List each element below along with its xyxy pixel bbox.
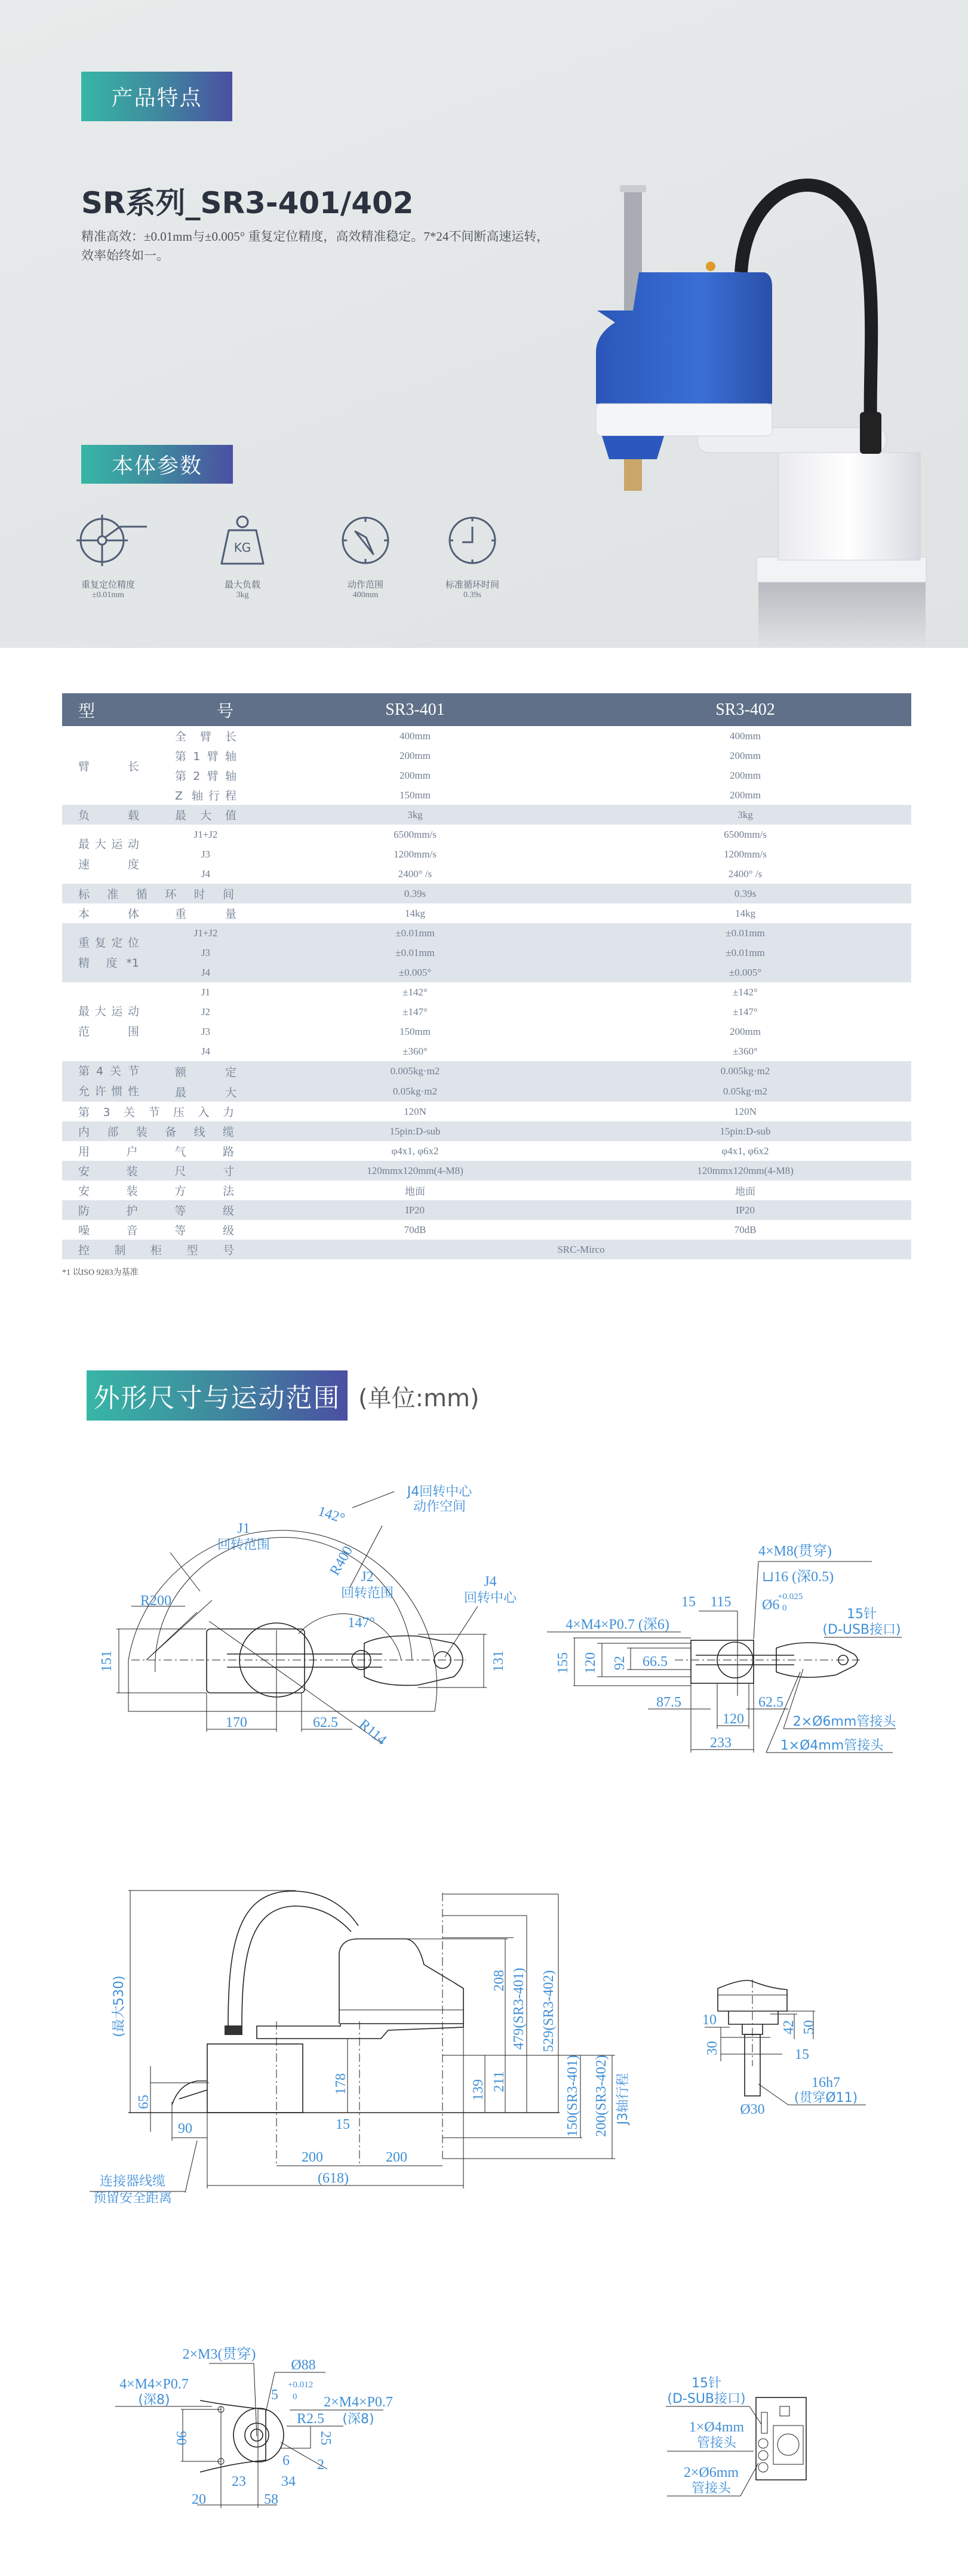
svg-text:62.5: 62.5 [758, 1695, 783, 1710]
sub-label: 最 大 [175, 1086, 236, 1099]
table-row [62, 1041, 911, 1061]
svg-text:2: 2 [317, 2457, 324, 2473]
group-label: 精 度 *1 [78, 956, 139, 970]
svg-text:4×M4×P0.7 (深6): 4×M4×P0.7 (深6) [566, 1617, 669, 1633]
row-label: 用户气路 [78, 1145, 234, 1158]
cell-sr3-401: ±0.01mm [251, 923, 579, 943]
svg-text:管接头: 管接头 [696, 2436, 737, 2451]
table-row [62, 1102, 911, 1121]
cell-sr3-402: 0.005kg·m2 [579, 1061, 911, 1081]
product-description: 精准高效：±0.01mm与±0.005° 重复定位精度，高效精准稳定。7*24不间断高速运转，效率始终如一。 [81, 229, 549, 263]
table-header-row [62, 693, 911, 726]
svg-text:15针: 15针 [847, 1607, 877, 1622]
cell-sr3-401: IP20 [251, 1200, 579, 1220]
svg-text:预留安全距离: 预留安全距离 [93, 2191, 173, 2206]
feature-value: ±0.01mm [92, 591, 124, 600]
svg-text:Ø30: Ø30 [740, 2102, 765, 2117]
table-row [62, 963, 911, 982]
unit-label: (单位:mm) [358, 1385, 480, 1412]
svg-text:15: 15 [681, 1594, 696, 1610]
svg-text:(最大530): (最大530) [112, 1975, 127, 2037]
feature-label: 标准循环时间 [445, 579, 499, 590]
group-label: 允许惯性 [78, 1085, 139, 1098]
svg-text:+0.012: +0.012 [288, 2380, 314, 2390]
cell-sr3-401: 2400° /s [398, 868, 432, 880]
row-label: 内部装备线缆 [78, 1126, 234, 1139]
table-row [62, 1121, 911, 1141]
feature-value: 3kg [236, 591, 249, 600]
cell-sr3-402: 200mm [730, 789, 761, 801]
cell-sr3-402: 14kg [735, 907, 755, 919]
cell-sr3-401: ±0.01mm [251, 943, 579, 963]
sub-label: 第1臂轴 [175, 750, 236, 763]
cell-sr3-401: ±0.005° [251, 963, 579, 982]
row-label: 防护等级 [78, 1204, 234, 1218]
cell-sr3-402: IP20 [579, 1200, 911, 1220]
table-row [62, 1141, 911, 1161]
svg-text:0: 0 [782, 1603, 787, 1613]
svg-text:15针: 15针 [692, 2376, 721, 2391]
cell-sr3-402: 70dB [734, 1224, 757, 1235]
svg-text:479(SR3-401): 479(SR3-401) [511, 1968, 527, 2050]
row-label: 噪音等级 [78, 1224, 234, 1237]
svg-text:R2.5: R2.5 [296, 2411, 325, 2427]
svg-text:208: 208 [491, 1970, 507, 1991]
cell-sr3-402: ±0.01mm [579, 923, 911, 943]
cell-sr3-402: 0.39s [579, 884, 911, 903]
table-row [62, 825, 911, 844]
svg-text:2×Ø6mm: 2×Ø6mm [683, 2465, 739, 2480]
cell-sr3-402: 6500mm/s [724, 828, 767, 840]
dimensions-badge: 外形尺寸与运动范围 [87, 1370, 348, 1421]
svg-text:147°: 147° [348, 1615, 375, 1631]
row-label: 安装尺寸 [78, 1165, 234, 1178]
dimension-drawings [0, 1421, 968, 2576]
header-sr3-402: SR3-402 [579, 693, 911, 726]
svg-text:90: 90 [173, 2431, 189, 2445]
svg-text:4×M8(贯穿): 4×M8(贯穿) [758, 1544, 832, 1559]
table-row [62, 785, 911, 805]
table-row [62, 1240, 911, 1259]
svg-text:⊔16 (深0.5): ⊔16 (深0.5) [762, 1569, 834, 1585]
feature-value: 0.39s [463, 591, 481, 600]
svg-text:200(SR3-402): 200(SR3-402) [594, 2055, 609, 2137]
cell-sr3-402: ±360° [733, 1045, 758, 1057]
svg-text:2×M3(贯穿): 2×M3(贯穿) [182, 2347, 256, 2362]
svg-text:120: 120 [723, 1711, 744, 1727]
cell-sr3-401: 0.005kg·m2 [251, 1061, 579, 1081]
svg-text:(D-USB接口): (D-USB接口) [822, 1622, 901, 1637]
table-row [62, 726, 911, 746]
svg-text:151: 151 [99, 1650, 115, 1672]
sub-label: J4 [201, 966, 211, 978]
cell-sr3-401: 150mm [400, 789, 431, 801]
cell-sr3-402: ±142° [733, 986, 758, 998]
svg-text:J1: J1 [237, 1521, 250, 1536]
sub-label: 重 量 [175, 908, 236, 921]
svg-text:回转范围: 回转范围 [340, 1586, 394, 1601]
table-row [62, 982, 911, 1002]
table-row [62, 923, 911, 943]
svg-text:25: 25 [318, 2431, 333, 2445]
cell-sr3-402: 3kg [579, 805, 911, 825]
svg-text:J2: J2 [361, 1569, 374, 1585]
sub-label: J3 [201, 848, 211, 860]
svg-text:1×Ø4mm: 1×Ø4mm [689, 2420, 745, 2435]
top-view-drawing [99, 1484, 517, 1748]
svg-text:5: 5 [271, 2387, 278, 2403]
svg-text:R400: R400 [327, 1543, 357, 1578]
svg-text:(深8): (深8) [342, 2412, 374, 2427]
svg-text:2×Ø6mm管接头: 2×Ø6mm管接头 [792, 1714, 896, 1729]
svg-text:139: 139 [471, 2079, 486, 2101]
svg-text:4×M4×P0.7: 4×M4×P0.7 [119, 2377, 189, 2392]
table-row [62, 903, 911, 923]
svg-text:62.5: 62.5 [313, 1715, 338, 1730]
table-row [62, 1181, 911, 1200]
svg-text:34: 34 [281, 2474, 296, 2489]
sub-label: J3 [201, 1025, 211, 1037]
table-row [62, 1002, 911, 1022]
table-row [62, 844, 911, 864]
row-label: 标准循环时间 [78, 888, 234, 901]
svg-text:529(SR3-402): 529(SR3-402) [541, 1970, 557, 2052]
side-view-drawing [90, 1890, 631, 2206]
svg-text:115: 115 [710, 1594, 732, 1610]
svg-text:155: 155 [555, 1652, 571, 1674]
sub-label: J4 [201, 868, 211, 880]
sub-label: J1+J2 [193, 828, 218, 840]
table-row [62, 864, 911, 884]
row-label: 第3关节压入力 [78, 1106, 234, 1119]
hero-section [0, 0, 968, 648]
svg-text:15: 15 [795, 2047, 809, 2062]
svg-text:+0.025: +0.025 [778, 1592, 803, 1601]
svg-text:动作空间: 动作空间 [413, 1499, 466, 1514]
cell-sr3-401: ±360° [402, 1045, 428, 1057]
sub-label: Z 轴行程 [175, 789, 236, 803]
group-label: 速 度 [78, 857, 139, 871]
cell-sr3-401: 70dB [404, 1224, 426, 1235]
svg-text:42: 42 [781, 2020, 797, 2034]
sub-label: 最大值 [175, 809, 236, 822]
sub-label: J1+J2 [193, 927, 218, 939]
svg-text:211: 211 [491, 2071, 507, 2092]
svg-text:50: 50 [801, 2020, 817, 2034]
connector-panel-drawing [666, 2376, 806, 2496]
params-badge: 本体参数 [81, 445, 233, 484]
svg-text:1×Ø4mm管接头: 1×Ø4mm管接头 [780, 1738, 884, 1753]
feature-label: 重复定位精度 [81, 579, 135, 590]
feature-label: 动作范围 [347, 579, 383, 590]
cell-sr3-402: 15pin:D-sub [579, 1121, 911, 1141]
cell-sr3-401: 120N [404, 1105, 426, 1117]
svg-text:66.5: 66.5 [643, 1654, 668, 1670]
cell-sr3-402: 120mmx120mm(4-M8) [579, 1161, 911, 1181]
svg-text:R114: R114 [356, 1716, 390, 1748]
svg-text:J3轴行程: J3轴行程 [616, 2073, 631, 2125]
svg-text:2×M4×P0.7: 2×M4×P0.7 [324, 2394, 393, 2410]
j4-end-view-drawing [115, 2346, 393, 2508]
svg-text:131: 131 [491, 1650, 506, 1672]
header-model-label: 型 号 [78, 700, 233, 721]
sub-label: J4 [201, 1045, 211, 1057]
feature-label: 最大负载 [224, 579, 260, 590]
table-row [62, 943, 911, 963]
product-title: SR系列_SR3-401/402 [81, 186, 414, 220]
group-label: 本 体 [78, 908, 139, 921]
cell-sr3-401: 400mm [400, 730, 431, 742]
cell-sr3-401: ±147° [402, 1006, 428, 1018]
scara-robot-image [0, 0, 968, 648]
sub-label: 第2臂轴 [175, 770, 236, 783]
table-row [62, 1081, 911, 1102]
svg-text:30: 30 [705, 2041, 720, 2055]
svg-text:200: 200 [302, 2150, 323, 2165]
svg-text:管接头: 管接头 [691, 2481, 732, 2496]
cell-sr3-402: 200mm [730, 749, 761, 761]
cell-sr3-401: 6500mm/s [394, 828, 437, 840]
cell-sr3-402: 200mm [730, 1025, 761, 1037]
sub-label: 全臂长 [175, 730, 236, 743]
cell-sr3-402: 400mm [730, 730, 761, 742]
table-row [62, 1220, 911, 1240]
svg-text:Ø6: Ø6 [762, 1597, 780, 1613]
cell-sr3-402: 地面 [735, 1186, 755, 1197]
header-sr3-401: SR3-401 [251, 693, 579, 726]
group-label: 臂 长 [78, 760, 139, 773]
cell-sr3-401: 3kg [251, 805, 579, 825]
sub-label: J3 [201, 946, 211, 958]
svg-text:(D-SUB接口): (D-SUB接口) [667, 2391, 746, 2406]
cell-sr3-401: 0.05kg·m2 [251, 1081, 579, 1102]
table-row [62, 1061, 911, 1081]
cell-sr3-402: ±0.01mm [579, 943, 911, 963]
svg-text:(618): (618) [318, 2171, 349, 2186]
table-footnote: *1 以ISO 9283为基准 [62, 1268, 139, 1277]
svg-text:6: 6 [282, 2453, 290, 2469]
cell-sr3-401: 200mm [400, 769, 431, 781]
svg-text:233: 233 [710, 1735, 732, 1751]
sub-label: J2 [201, 1006, 211, 1018]
feature-value: 400mm [352, 591, 379, 600]
svg-text:87.5: 87.5 [656, 1695, 681, 1710]
cell-sr3-401: 200mm [400, 749, 431, 761]
svg-text:150(SR3-401): 150(SR3-401) [565, 2055, 580, 2137]
svg-text:(贯穿Ø11): (贯穿Ø11) [794, 2091, 858, 2105]
base-view-drawing [547, 1543, 902, 1753]
cell-sr3-401: 14kg [405, 907, 425, 919]
cell-sr3-402: ±147° [733, 1006, 758, 1018]
svg-text:92: 92 [612, 1656, 628, 1670]
svg-text:142°: 142° [316, 1503, 347, 1527]
group-label: 最大运动 [78, 837, 139, 851]
svg-text:J4回转中心: J4回转中心 [407, 1484, 472, 1499]
svg-text:R200: R200 [140, 1593, 172, 1609]
group-label: 负 载 [78, 809, 139, 822]
svg-text:65: 65 [136, 2095, 152, 2109]
group-label: 第4关节 [78, 1065, 139, 1078]
cell-sr3-401: ±142° [402, 986, 428, 998]
cell-sr3-402: 1200mm/s [724, 848, 767, 860]
cell-sr3-401: φ4x1, φ6x2 [391, 1145, 439, 1157]
svg-text:178: 178 [333, 2073, 349, 2095]
cell-merged-value: SRC-Mirco [251, 1240, 911, 1259]
group-label: 范 围 [78, 1025, 139, 1038]
cell-sr3-402: 120N [734, 1105, 757, 1117]
cell-sr3-401: 0.39s [251, 884, 579, 903]
table-row [62, 746, 911, 766]
table-row [62, 766, 911, 785]
cell-sr3-401: 120mmx120mm(4-M8) [251, 1161, 579, 1181]
svg-text:10: 10 [702, 2012, 717, 2028]
table-row [62, 1161, 911, 1181]
table-row [62, 1200, 911, 1220]
svg-text:回转范围: 回转范围 [217, 1538, 271, 1553]
cell-sr3-401: 15pin:D-sub [251, 1121, 579, 1141]
cell-sr3-402: 2400° /s [728, 868, 763, 880]
table-row [62, 1022, 911, 1041]
svg-text:(深8): (深8) [138, 2393, 170, 2408]
group-label: 重复定位 [78, 936, 139, 949]
cell-sr3-402: ±0.005° [579, 963, 911, 982]
table-row [62, 884, 911, 903]
cell-sr3-402: 0.05kg·m2 [579, 1081, 911, 1102]
cell-sr3-402: φ4x1, φ6x2 [721, 1145, 769, 1157]
svg-text:回转中心: 回转中心 [463, 1591, 517, 1606]
sub-label: J1 [201, 986, 211, 998]
group-label: 最大运动 [78, 1005, 139, 1018]
table-row [62, 805, 911, 825]
svg-text:23: 23 [232, 2474, 246, 2489]
cell-sr3-401: 1200mm/s [394, 848, 437, 860]
svg-text:20: 20 [192, 2492, 206, 2507]
svg-text:200: 200 [386, 2150, 407, 2165]
svg-text:120: 120 [583, 1652, 598, 1674]
svg-text:连接器线缆: 连接器线缆 [99, 2174, 166, 2189]
svg-text:58: 58 [264, 2492, 278, 2507]
cell-sr3-401: 150mm [400, 1025, 431, 1037]
row-label: 控制柜型号 [78, 1244, 234, 1257]
svg-text:15: 15 [336, 2117, 350, 2132]
flange-view-drawing [702, 1979, 866, 2117]
row-label: 安装方法 [78, 1185, 234, 1198]
svg-text:J4: J4 [484, 1574, 497, 1590]
svg-text:170: 170 [226, 1715, 247, 1730]
svg-text:KG: KG [233, 540, 251, 555]
spec-table [62, 693, 911, 1259]
svg-text:90: 90 [178, 2121, 192, 2137]
cell-sr3-402: 200mm [730, 769, 761, 781]
svg-text:0: 0 [293, 2392, 297, 2402]
cell-sr3-401: 地面 [405, 1186, 425, 1197]
features-badge: 产品特点 [81, 72, 232, 121]
sub-label: 额 定 [175, 1065, 236, 1079]
svg-text:Ø88: Ø88 [291, 2357, 316, 2373]
svg-text:16h7: 16h7 [812, 2075, 840, 2091]
